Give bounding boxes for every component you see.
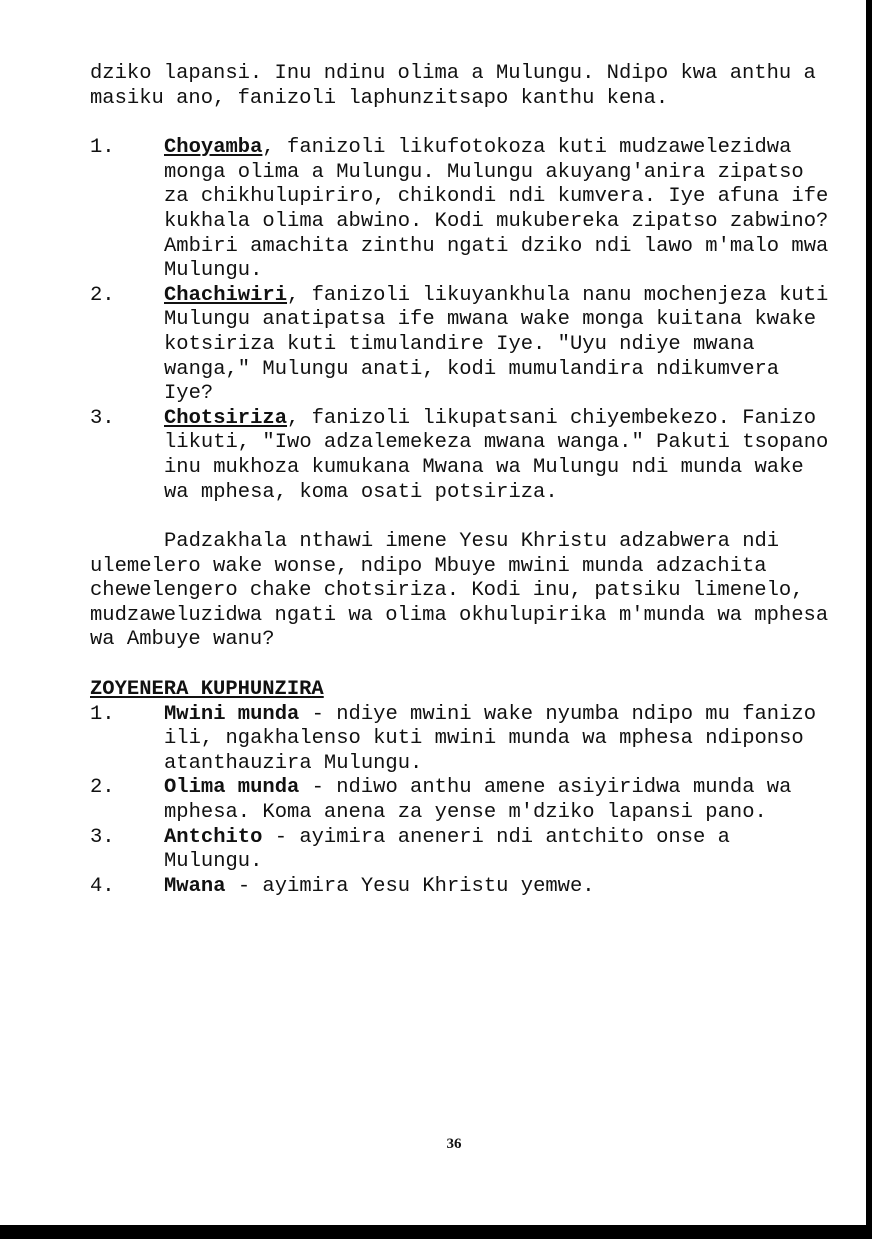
closing-paragraph: Padzakhala nthawi imene Yesu Khristu adzabwera ndi ulemelero wake wonse, ndipo Mbuye mwini munda adzachita chewelengero chake chotsiriza. Kodi inu, patsiku limenelo, mudzaweluzidwa ngati wa olima okhulupirika m'munda wa mphesa wa Ambuye wanu?: [90, 530, 829, 652]
intro-paragraph: dziko lapansi. Inu ndinu olima a Mulungu. Ndipo kwa anthu a masiku ano, fanizoli laphunzitsapo kanthu kena.: [90, 62, 816, 110]
item-term: Choyamba: [164, 136, 263, 160]
item-text: - ayimira aneneri ndi antchito onse a Mulungu.: [164, 825, 730, 874]
item-text: - ndiye mwini wake nyumba ndipo mu fanizo ili, ngakhalenso kuti mwini munda wa mphesa ndiponso atanthauzira Mulungu.: [164, 702, 817, 775]
item-term: Mwana: [164, 874, 226, 898]
page-right-border: [866, 0, 872, 1239]
list-item: [90, 407, 830, 505]
item-number: 2.: [90, 283, 115, 307]
list-item: [90, 826, 830, 875]
item-number: 2.: [90, 776, 115, 800]
item-number: 4.: [90, 874, 115, 898]
item-term: Chotsiriza: [164, 406, 288, 430]
list-item: [90, 776, 830, 825]
points-list: [90, 136, 830, 505]
item-text: , fanizoli likupatsani chiyembekezo. Fanizo likuti, "Iwo adzalemekeza mwana wanga." Pakuti tsopano inu mukhoza kumukana Mwana wa Mulungu ndi munda wake wa mphesa, koma osati potsiriza.: [164, 406, 829, 504]
item-term: Antchito: [164, 825, 263, 849]
item-term: Olima munda: [164, 776, 300, 800]
list-item: [90, 703, 830, 777]
list-item: [90, 875, 830, 900]
item-term: Chachiwiri: [164, 283, 288, 307]
item-number: 3.: [90, 406, 115, 430]
item-text: - ndiwo anthu amene asiyiridwa munda wa mphesa. Koma anena za yense m'dziko lapansi pano.: [164, 776, 792, 825]
glossary-list: [90, 703, 830, 900]
page-bottom-border: [0, 1225, 872, 1239]
item-number: 1.: [90, 702, 115, 726]
item-text: - ayimira Yesu Khristu yemwe.: [225, 874, 595, 898]
item-number: 1.: [90, 136, 115, 160]
item-text: , fanizoli likuyankhula nanu mochenjeza kuti Mulungu anatipatsa ife mwana wake monga kuitana kwake kotsiriza kuti timulandire Iye. "Uyu ndiye mwana wanga," Mulungu anati, kodi mumulandira ndikumvera Iye?: [164, 283, 829, 406]
item-number: 3.: [90, 825, 115, 849]
document-page: [90, 62, 830, 899]
list-item: [90, 284, 830, 407]
list-item: [90, 136, 830, 284]
item-term: Mwini munda: [164, 702, 300, 726]
item-text: , fanizoli likufotokoza kuti mudzawelezidwa monga olima a Mulungu. Mulungu akuyang'anira zipatso za chikhulupiriro, chikondi ndi kumvera. Iye afuna ife kukhala olima abwino. Kodi mukubereka zipatso zabwino? Ambiri amachita zinthu ngati dziko ndi lawo m'malo mwa Mulungu.: [164, 136, 829, 283]
page-number: 36: [446, 1136, 462, 1152]
glossary-heading: ZOYENERA KUPHUNZIRA: [90, 678, 324, 702]
